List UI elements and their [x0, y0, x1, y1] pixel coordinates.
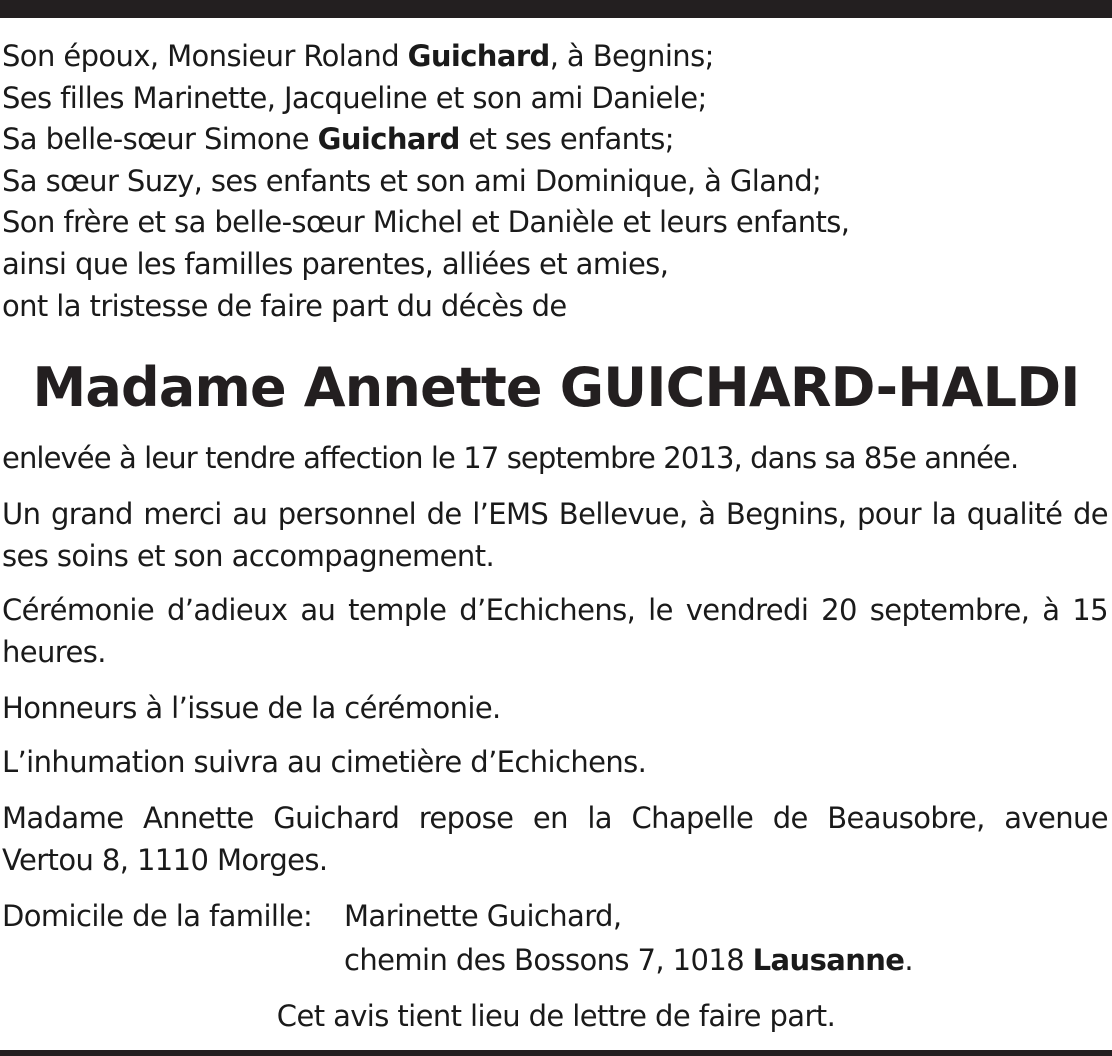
family-list — [2, 36, 1110, 327]
family-line-frere: Son frère et sa belle-sœur Michel et Danièle et leurs enfants, — [2, 205, 850, 240]
thanks-paragraph: Un grand merci au personnel de l’EMS Bellevue, à Begnins, pour la qualité de ses soins et son accompagnement. — [2, 497, 1108, 573]
chapel-paragraph: Madame Annette Guichard repose en la Chapelle de Beausobre, avenue Vertou 8, 1110 Morges. — [2, 801, 1108, 877]
top-rule — [0, 0, 1112, 18]
burial-paragraph: L’inhumation suivra au cimetière d’Echichens. — [2, 745, 647, 779]
domicile-address: chemin des Bossons 7, 1018 Lausanne. — [344, 943, 913, 977]
death-date-text: enlevée à leur tendre affection le 17 septembre 2013, dans sa 85e année. — [2, 441, 1019, 475]
closing-note: Cet avis tient lieu de lettre de faire part. — [276, 999, 836, 1033]
family-line-filles: Ses filles Marinette, Jacqueline et son ami Daniele; — [2, 80, 707, 115]
deceased-name: Madame Annette GUICHARD-HALDI — [32, 356, 1080, 419]
domicile-name: Marinette Guichard, — [344, 899, 622, 933]
family-line-familles: ainsi que les familles parentes, alliées et amies, — [2, 246, 669, 281]
family-line-belle-soeur: Sa belle-sœur Simone Guichard et ses enfants; — [2, 122, 674, 157]
bottom-rule — [0, 1050, 1112, 1056]
family-line-epoux: Son époux, Monsieur Roland Guichard, à Begnins; — [2, 39, 714, 73]
ceremony-paragraph: Cérémonie d’adieux au temple d’Echichens, le vendredi 20 septembre, à 15 heures. — [2, 593, 1108, 669]
family-line-tristesse: ont la tristesse de faire part du décès de — [2, 288, 567, 323]
domicile-label: Domicile de la famille: — [2, 899, 313, 933]
honors-paragraph: Honneurs à l’issue de la cérémonie. — [2, 691, 501, 725]
family-line-soeur: Sa sœur Suzy, ses enfants et son ami Dominique, à Gland; — [2, 163, 822, 198]
